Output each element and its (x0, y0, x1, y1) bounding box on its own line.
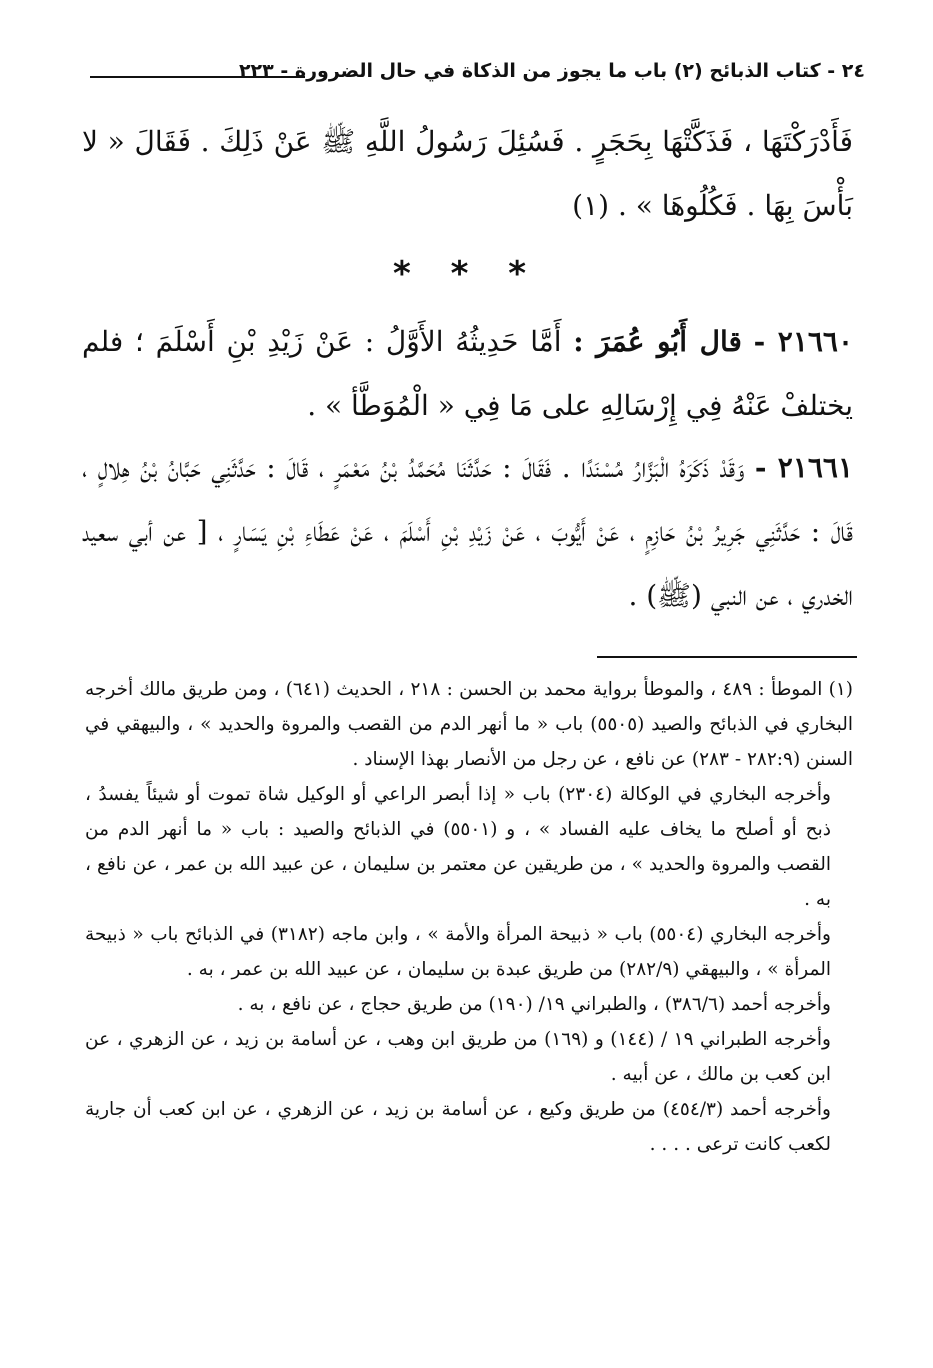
running-header (90, 56, 865, 96)
header-title: ٢٤ - كتاب الذبائح (٢) باب ما يجوز من الذكاة في حال الضرورة - ٢٢٣ (238, 60, 865, 82)
paragraph-number: ٢١٦٦١ - (754, 451, 853, 484)
footnote-1: (١) الموطأ : ٤٨٩ ، والموطأ برواية محمد بن الحسن : ٢١٨ ، الحديث (٦٤١) ، ومن طريق مالك أخرجه البخاري في الذبائح والصيد (٥٥٠٥) باب « ما أنهر الدم من القصب والمروة والحديد » ، والبيهقي في السنن (٢٨٢:٩ - ٢٨٣) عن نافع ، عن رجل من الأنصار بهذا الإسناد . (85, 679, 853, 770)
footnote-paragraph: وأخرجه البخاري (٥٥٠٤) باب « ذبيحة المرأة والأمة » ، وابن ماجه (٣١٨٢) في الذبائح باب « ذبيحة المرأة » ، والبيهقي (٢٨٢/٩) من طريق عبدة بن سليمان ، عن عبيد الله بن عمر ، به . (85, 924, 831, 980)
paragraph-21661 (82, 436, 853, 628)
footnote-paragraph: وأخرجه أحمد (٣٨٦/٦) ، والطبراني ١٩/ (١٩٠) من طريق حجاج ، عن نافع ، به . (237, 994, 831, 1015)
header-rule (90, 76, 305, 78)
hadith-text-continuation (82, 110, 853, 238)
footnote-separator (597, 656, 857, 658)
paragraph-21660 (82, 310, 853, 438)
footnote-paragraph: وأخرجه البخاري في الوكالة (٢٣٠٤) باب « إذا أبصر الراعي أو الوكيل شاة تموت أو شيئاً يفسدُ ، ذبح أو أصلح ما يخاف عليه الفساد » ، و (٥٥٠١) في الذبائح والصيد : باب « ما أنهر الدم من القصب والمروة والحديد » ، من طريقين عن معتمر بن سليمان ، عن عبيد الله بن عمر ، عن نافع ، به . (85, 784, 831, 910)
footnotes (85, 672, 853, 1162)
section-separator: * * * (392, 254, 540, 294)
footnote-paragraph: وأخرجه الطبراني ١٩ / (١٤٤) و (١٦٩) من طريق ابن وهب ، عن أسامة بن زيد ، عن الزهري ، عن ابن كعب بن مالك ، عن أبيه . (85, 1029, 831, 1085)
paragraph-text: فَأَدْرَكْتَهَا ، فَذَكَّتْهَا بِحَجَرٍ . فَسُئِلَ رَسُولُ اللَّهِ ﷺ عَنْ ذَلِكَ . فَقَالَ « لا بَأْسَ بِهَا . فَكُلُوهَا » . (١) (82, 125, 853, 222)
footnote-paragraph: وأخرجه أحمد (٤٥٤/٣) من طريق وكيع ، عن أسامة بن زيد ، عن الزهري ، عن ابن كعب أن جارية لكعب كانت ترعى . . . . (85, 1099, 831, 1155)
speaker-label: قال أَبُو عُمَرَ : (573, 325, 742, 358)
paragraph-text: وَقَدْ ذَكَرَهُ الْبَزَّارُ مُسْنَدًا . فَقَالَ : حَدَّثَنَا مُحَمَّدُ بْنُ مَعْمَرٍ ، قَالَ : حَدَّثَنِي حَبَّانُ بْنُ هِلالٍ ، قَالَ : حَدَّثَنِي جَرِيرُ بْنُ حَازِمٍ ، عَنْ أَيُّوبَ ، عَنْ زَيْدِ بْنِ أَسْلَمَ ، عَنْ عَطَاءِ بْنِ يَسَارٍ ، [ عن أبي سعيد الخدري ، عن النبي (ﷺ) . (82, 451, 853, 612)
paragraph-text: أَمَّا حَدِيثُهُ الأَوَّلُ : عَنْ زَيْدِ بْنِ أَسْلَمَ ؛ فلم يختلفْ عَنْهُ فِي إِرْسَالِهِ على مَا فِي « الْمُوَطَّأ » . (82, 325, 853, 422)
paragraph-number: ٢١٦٦٠ - (753, 325, 853, 358)
